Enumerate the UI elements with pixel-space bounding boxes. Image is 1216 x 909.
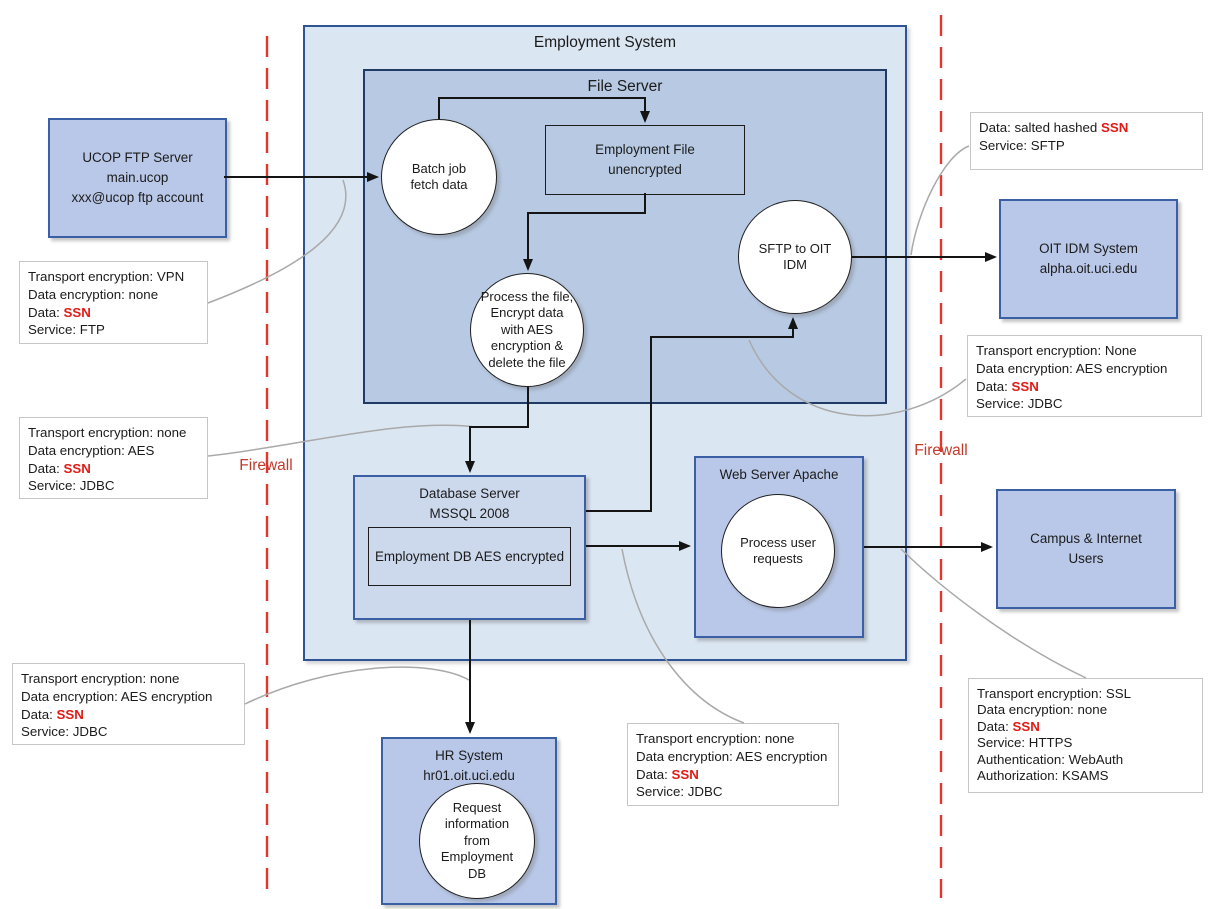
node-database-server [353, 475, 586, 620]
callout-line: Data encryption: AES encryption [636, 748, 828, 764]
node-oit-idm-system [999, 199, 1178, 319]
ucop-line3: xxx@ucop ftp account [71, 190, 204, 205]
process-sftp-to-oit [738, 200, 852, 314]
callout-line: Transport encryption: none [28, 425, 187, 440]
callout-line: Transport encryption: None [976, 343, 1137, 358]
callout-line: Transport encryption: VPN [28, 269, 185, 284]
process-user-line1: Process user [740, 534, 816, 550]
callout-line: Data encryption: none [977, 702, 1108, 718]
callout-line: Data: SSN [28, 304, 91, 320]
hr-request-text: Request information from Employment DB [440, 799, 514, 881]
process-user-line2: requests [753, 551, 803, 566]
leader-jdbc-hr [245, 667, 469, 704]
callout-ftp-vpn [19, 261, 208, 344]
callout-line: Service: HTTPS [977, 735, 1073, 751]
callout-line: Data: SSN [21, 706, 84, 722]
process-batch-job [381, 119, 497, 235]
batch-line2: fetch data [410, 177, 468, 192]
campus-line2: Users [1068, 551, 1104, 566]
process-encrypt-text: Process the file, Encrypt data with AES encryption & delete the file [480, 288, 574, 370]
oit-idm-line1: OIT IDM System [1039, 241, 1138, 256]
callout-jdbc-idm [967, 335, 1202, 417]
leader-sftp-out [911, 146, 969, 255]
batch-line1: Batch job [411, 160, 467, 176]
node-ucop-ftp-server [48, 118, 227, 238]
callout-line: Data encryption: none [28, 286, 159, 302]
process-encrypt-file [470, 273, 584, 387]
callout-line: Data encryption: AES encryption [21, 688, 213, 704]
callout-jdbc-web [627, 723, 839, 806]
database-line1: Database Server [419, 486, 520, 501]
ssn-badge: SSN [1011, 378, 1039, 394]
callout-line: Data: SSN [636, 766, 699, 782]
hr-line2: hr01.oit.uci.edu [423, 768, 515, 783]
node-employment-file [545, 125, 745, 195]
callout-line: Transport encryption: none [636, 731, 795, 746]
callout-line: Data: salted hashed SSN [979, 120, 1129, 135]
callout-line: Service: FTP [28, 322, 105, 338]
datastore-employment-db [368, 527, 571, 586]
callout-line: Service: JDBC [976, 396, 1063, 412]
process-hr-request [419, 783, 535, 899]
callout-line: Data: SSN [977, 718, 1040, 734]
callout-line: Authentication: WebAuth [977, 751, 1124, 767]
callout-jdbc-hr [12, 663, 245, 745]
database-line2: MSSQL 2008 [429, 506, 510, 521]
sftp-line2: IDM [783, 257, 807, 272]
process-user-requests [721, 494, 835, 608]
callout-line: Transport encryption: SSL [977, 686, 1131, 701]
ssn-badge: SSN [56, 706, 84, 722]
callout-line: Transport encryption: none [21, 671, 180, 686]
employment-db-label: Employment DB AES encrypted [374, 548, 565, 564]
callout-line: Data encryption: AES [28, 442, 155, 458]
callout-line: Data: SSN [28, 460, 91, 476]
employment-system-title: Employment System [533, 34, 677, 51]
web-server-title: Web Server Apache [719, 467, 839, 482]
callout-line: Data: SSN [976, 378, 1039, 394]
node-campus-internet-users [996, 489, 1176, 609]
ucop-line2: main.ucop [106, 170, 169, 185]
callout-line: Service: SFTP [979, 137, 1065, 153]
sftp-line1: SFTP to OIT [758, 240, 832, 256]
ssn-badge: SSN [1100, 120, 1129, 135]
employment-file-line1: Employment File [595, 142, 695, 157]
oit-idm-line2: alpha.oit.uci.edu [1039, 261, 1138, 276]
ssn-badge: SSN [63, 460, 91, 476]
ssn-badge: SSN [1012, 718, 1040, 734]
callout-sftp-out [970, 112, 1203, 170]
callout-https [968, 678, 1203, 793]
callout-line: Data encryption: AES encryption [976, 360, 1168, 376]
callout-line: Service: JDBC [21, 724, 108, 740]
hr-line1: HR System [435, 748, 503, 763]
callout-line: Service: JDBC [28, 478, 115, 494]
callout-jdbc-fileserver [19, 417, 208, 499]
firewall-label-left: Firewall [239, 457, 293, 474]
ssn-badge: SSN [671, 766, 699, 782]
file-server-title: File Server [587, 78, 663, 95]
callout-line: Service: JDBC [636, 784, 723, 800]
firewall-label-right: Firewall [914, 442, 968, 459]
employment-file-line2: unencrypted [608, 162, 682, 177]
campus-line1: Campus & Internet [1030, 531, 1142, 546]
ssn-badge: SSN [63, 304, 91, 320]
ucop-line1: UCOP FTP Server [82, 150, 193, 165]
callout-line: Authorization: KSAMS [977, 768, 1109, 784]
